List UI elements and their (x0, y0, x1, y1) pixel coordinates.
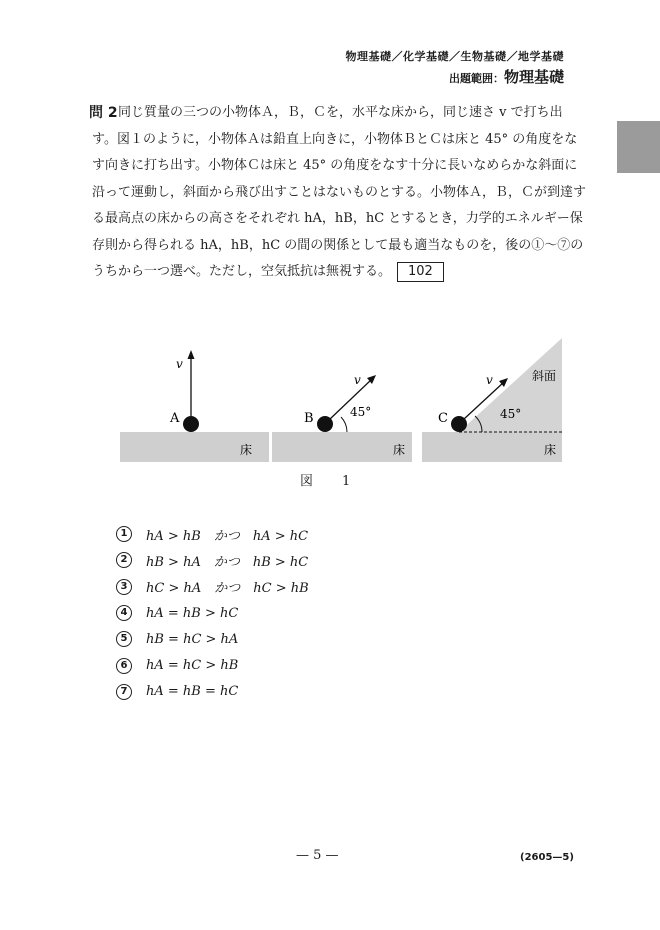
label-b: B (304, 411, 314, 426)
option-6 (116, 652, 309, 678)
slope-label: 斜面 (532, 369, 557, 383)
velocity-b: v (354, 373, 361, 387)
option-expression: hC > hA かつ hC > hB (146, 581, 309, 597)
option-number: 6 (116, 658, 132, 674)
option-1 (116, 521, 309, 547)
option-expression: hB > hA かつ hB > hC (146, 554, 309, 570)
option-number: 5 (116, 631, 132, 647)
side-tab (617, 121, 660, 173)
answer-box: 102 (397, 262, 444, 282)
option-number: 7 (116, 684, 132, 700)
option-5 (116, 626, 309, 652)
label-a: A (170, 411, 180, 426)
question-text-first: 同じ質量の三つの小物体Ａ，Ｂ，Ｃを，水平な床から，同じ速さ v で打ち出 (118, 105, 563, 120)
option-7 (116, 679, 309, 705)
label-c: C (438, 411, 448, 426)
figure-caption: 図 1 (300, 474, 359, 489)
range-header (449, 66, 564, 87)
object-a (183, 416, 199, 432)
velocity-c: v (486, 373, 493, 387)
range-value: 物理基礎 (503, 68, 564, 86)
velocity-a: v (176, 357, 183, 371)
angle-c: 45° (500, 407, 522, 421)
option-expression: hA = hC > hB (146, 658, 239, 674)
option-4 (116, 600, 309, 626)
option-expression: hA = hB > hC (146, 605, 239, 621)
angle-b: 45° (350, 405, 372, 419)
option-expression: hA = hB = hC (146, 684, 239, 700)
angle-arc-b (341, 417, 347, 432)
arrow-a-head (188, 350, 195, 359)
option-number: 4 (116, 605, 132, 621)
page-number: — 5 — (296, 848, 339, 863)
question-label: 問 2 (89, 105, 118, 121)
floor-label-a: 床 (240, 443, 253, 457)
figure-1 (0, 330, 660, 470)
question-text-rest (92, 127, 588, 286)
question-text-body: す。図１のように，小物体Ａは鉛直上向きに，小物体ＢとＣは床と 45° の角度をなす向きに打ち出す。小物体Ｃは床と 45° の角度をなす十分に長いなめらかな斜面に沿って運動し，斜面から飛び出すことはないものとする。小物体Ａ，Ｂ，Ｃが到達する最高点の床からの高さをそれぞれ hA，hB，hC とするとき，力学的エネルギー保存則から得られる hA，hB，hC の間の関係として最も適当なものを，後の①～⑦のうちから一つ選べ。ただし，空気抵抗は無視する。 (92, 131, 587, 279)
option-expression: hA > hB かつ hA > hC (146, 528, 309, 544)
exam-code: (2605—5) (520, 852, 574, 863)
option-number: 2 (116, 552, 132, 568)
floor-label-b: 床 (393, 443, 406, 457)
option-2 (116, 547, 309, 573)
range-label: 出題範囲： (448, 72, 504, 85)
option-expression: hB = hC > hA (146, 631, 239, 647)
subjects-header: 物理基礎／化学基礎／生物基礎／地学基礎 (345, 50, 564, 63)
floor-c (422, 432, 562, 462)
floor-b (272, 432, 412, 462)
option-number: 1 (116, 526, 132, 542)
option-3 (116, 574, 309, 600)
floor-label-c: 床 (544, 443, 557, 457)
answer-options (116, 521, 309, 705)
option-number: 3 (116, 579, 132, 595)
